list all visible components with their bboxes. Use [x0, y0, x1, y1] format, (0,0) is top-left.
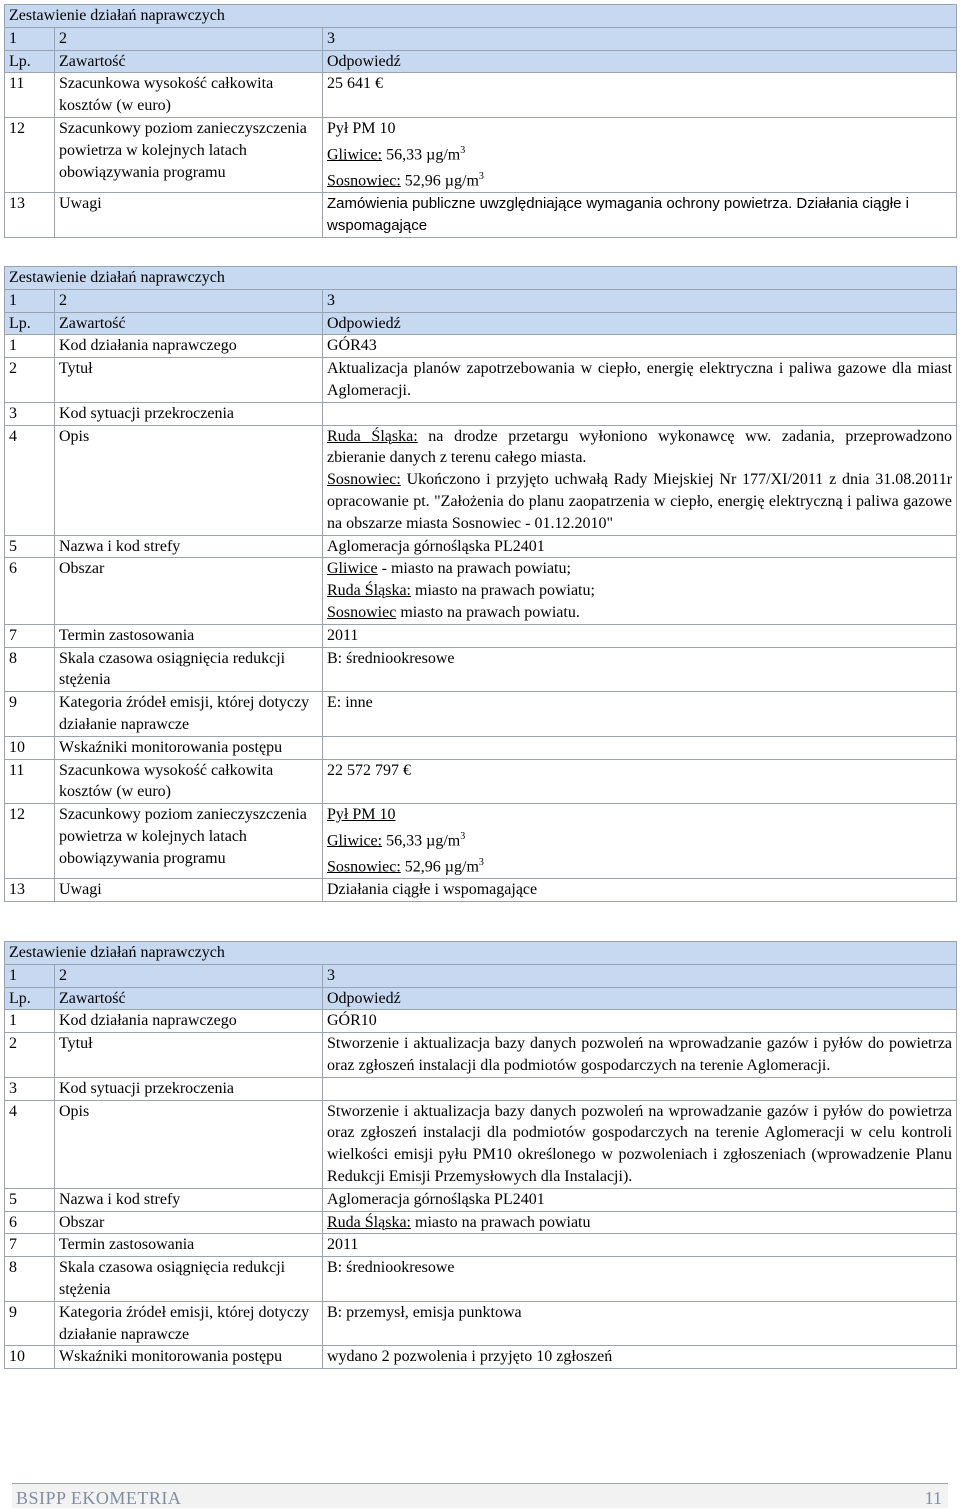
table-row [5, 193, 957, 238]
row-value: 22 572 797 € [323, 759, 957, 804]
row-number: 7 [5, 1234, 55, 1257]
row-number: 3 [5, 402, 55, 425]
table-row [5, 425, 957, 535]
row-value: 2011 [323, 624, 957, 647]
row-number: 11 [5, 759, 55, 804]
row-value: Aktualizacja planów zapotrzebowania w ciepło, energię elektryczna i paliwa gazowe dla miast Aglomeracji. [323, 358, 957, 403]
row-value: B: przemysł, emisja punktowa [323, 1301, 957, 1346]
row-value: GÓR10 [323, 1010, 957, 1033]
col-num: 2 [55, 964, 323, 987]
row-label: Termin zastosowania [55, 624, 323, 647]
city-ruda-slaska: Ruda Śląska: [327, 582, 411, 600]
row-value [323, 117, 957, 192]
row-label: Kod działania naprawczego [55, 335, 323, 358]
row-label: Tytuł [55, 358, 323, 403]
row-label: Kategoria źródeł emisji, której dotyczy działanie naprawcze [55, 1301, 323, 1346]
page-number: 11 [924, 1488, 942, 1508]
row-value: 25 641 € [323, 73, 957, 118]
row-value: wydano 2 pozwolenia i przyjęto 10 zgłoszeń [323, 1346, 957, 1369]
table-row [5, 804, 957, 879]
table-title: Zestawienie działań naprawczych [5, 267, 957, 290]
row-value: Aglomeracja górnośląska PL2401 [323, 535, 957, 558]
row-number: 12 [5, 804, 55, 879]
unit-sup: 3 [478, 857, 484, 869]
row-value: E: inne [323, 692, 957, 737]
row-value [323, 1211, 957, 1234]
row-number: 5 [5, 535, 55, 558]
row-value: Zamówienia publiczne uwzględniające wymagania ochrony powietrza. Działania ciągłe i wspomagające [323, 193, 957, 238]
description-text: na drodze przetargu wyłoniono wykonawcę ww. zadania, przeprowadzono zbieranie danych z terenu całego miasta. [327, 427, 953, 467]
pollutant-name: Pył PM 10 [327, 119, 396, 137]
table-row [5, 736, 957, 759]
row-number: 6 [5, 558, 55, 624]
col-head-odpowiedz: Odpowiedź [323, 312, 957, 335]
row-value: GÓR43 [323, 335, 957, 358]
concentration-value: 52,96 µg/m [400, 858, 479, 876]
table-row [5, 117, 957, 192]
row-label: Szacunkowy poziom zanieczyszczenia powietrza w kolejnych latach obowiązywania programu [55, 117, 323, 192]
city-sosnowiec: Sosnowiec: [327, 858, 401, 876]
col-num: 3 [323, 964, 957, 987]
unit-sup: 3 [460, 830, 466, 842]
table-title: Zestawienie działań naprawczych [5, 942, 957, 965]
row-label: Nazwa i kod strefy [55, 535, 323, 558]
col-head-zawartosc: Zawartość [55, 312, 323, 335]
row-label: Uwagi [55, 193, 323, 238]
row-label: Nazwa i kod strefy [55, 1188, 323, 1211]
city-ruda-slaska: Ruda Śląska: [327, 1213, 411, 1231]
city-gliwice: Gliwice [327, 560, 378, 578]
table-row [5, 1033, 957, 1078]
table-row [5, 1077, 957, 1100]
row-number: 9 [5, 692, 55, 737]
table-row [5, 1234, 957, 1257]
row-value: 2011 [323, 1234, 957, 1257]
table-row [5, 1100, 957, 1188]
row-number: 12 [5, 117, 55, 192]
description-text: Ukończono i przyjęto uchwałą Rady Miejskiej Nr 177/XI/2011 z dnia 31.08.2011r opracowanie pt. "Założenia do planu zaopatrzenia w ciepło, energię elektryczną i paliwa gazowe na obszarze miasta Sosnowiec - 01.12.2010" [327, 471, 953, 532]
city-sosnowiec: Sosnowiec: [327, 471, 401, 489]
unit-sup: 3 [460, 144, 466, 156]
row-number: 4 [5, 425, 55, 535]
row-value [323, 425, 957, 535]
row-value: Stworzenie i aktualizacja bazy danych pozwoleń na wprowadzanie gazów i pyłów do powietrza oraz zgłoszeń instalacji dla podmiotów gospodarczych na terenie Aglomeracji. [323, 1033, 957, 1078]
table-row [5, 535, 957, 558]
row-number: 1 [5, 1010, 55, 1033]
row-label: Skala czasowa osiągnięcia redukcji stężenia [55, 647, 323, 692]
row-number: 13 [5, 879, 55, 902]
col-head-lp: Lp. [5, 312, 55, 335]
city-sosnowiec: Sosnowiec: [327, 172, 401, 190]
row-value: B: średniookresowe [323, 1257, 957, 1302]
row-value: Działania ciągłe i wspomagające [323, 879, 957, 902]
col-head-odpowiedz: Odpowiedź [323, 50, 957, 73]
col-num: 2 [55, 289, 323, 312]
col-num: 3 [323, 27, 957, 50]
row-number: 6 [5, 1211, 55, 1234]
row-label: Szacunkowa wysokość całkowita kosztów (w euro) [55, 73, 323, 118]
table-row [5, 1211, 957, 1234]
page-footer [12, 1483, 948, 1508]
row-number: 8 [5, 1257, 55, 1302]
table-row [5, 358, 957, 403]
row-number: 9 [5, 1301, 55, 1346]
row-label: Termin zastosowania [55, 1234, 323, 1257]
col-head-zawartosc: Zawartość [55, 50, 323, 73]
city-ruda-slaska: Ruda Śląska: [327, 427, 418, 445]
row-number: 13 [5, 193, 55, 238]
table-row [5, 1188, 957, 1211]
row-value [323, 402, 957, 425]
table-row [5, 402, 957, 425]
col-head-lp: Lp. [5, 50, 55, 73]
row-label: Opis [55, 425, 323, 535]
row-label: Kategoria źródeł emisji, której dotyczy działanie naprawcze [55, 692, 323, 737]
col-head-lp: Lp. [5, 987, 55, 1010]
table-title: Zestawienie działań naprawczych [5, 5, 957, 28]
row-number: 10 [5, 1346, 55, 1369]
table-row [5, 558, 957, 624]
area-text: miasto na prawach powiatu. [396, 603, 580, 621]
city-sosnowiec: Sosnowiec [327, 603, 397, 621]
table-row [5, 335, 957, 358]
table-row [5, 879, 957, 902]
table-row [5, 647, 957, 692]
row-label: Kod działania naprawczego [55, 1010, 323, 1033]
col-num: 1 [5, 964, 55, 987]
row-value [323, 736, 957, 759]
row-label: Tytuł [55, 1033, 323, 1078]
table-row [5, 1257, 957, 1302]
row-value: Aglomeracja górnośląska PL2401 [323, 1188, 957, 1211]
col-head-zawartosc: Zawartość [55, 987, 323, 1010]
row-label: Uwagi [55, 879, 323, 902]
col-num: 3 [323, 289, 957, 312]
row-number: 4 [5, 1100, 55, 1188]
city-gliwice: Gliwice: [327, 146, 383, 164]
row-number: 7 [5, 624, 55, 647]
col-head-odpowiedz: Odpowiedź [323, 987, 957, 1010]
row-label: Opis [55, 1100, 323, 1188]
row-number: 8 [5, 647, 55, 692]
row-label: Kod sytuacji przekroczenia [55, 1077, 323, 1100]
table-row [5, 1346, 957, 1369]
concentration-value: 56,33 µg/m [382, 832, 461, 850]
col-num: 2 [55, 27, 323, 50]
row-label: Szacunkowy poziom zanieczyszczenia powietrza w kolejnych latach obowiązywania programu [55, 804, 323, 879]
unit-sup: 3 [478, 170, 484, 182]
pollutant-name: Pył PM 10 [327, 806, 396, 824]
city-gliwice: Gliwice: [327, 832, 383, 850]
row-label: Wskaźniki monitorowania postępu [55, 1346, 323, 1369]
row-number: 1 [5, 335, 55, 358]
row-number: 5 [5, 1188, 55, 1211]
table-row [5, 692, 957, 737]
table-row [5, 73, 957, 118]
actions-table-3 [4, 941, 957, 1369]
actions-table-2 [4, 266, 957, 902]
row-number: 2 [5, 358, 55, 403]
row-label: Wskaźniki monitorowania postępu [55, 736, 323, 759]
row-number: 3 [5, 1077, 55, 1100]
table-row [5, 1010, 957, 1033]
row-label: Skala czasowa osiągnięcia redukcji stężenia [55, 1257, 323, 1302]
row-label: Szacunkowa wysokość całkowita kosztów (w euro) [55, 759, 323, 804]
table-row [5, 624, 957, 647]
area-text: miasto na prawach powiatu; [411, 582, 595, 600]
area-text: miasto na prawach powiatu [411, 1213, 591, 1231]
row-value [323, 804, 957, 879]
row-value: Stworzenie i aktualizacja bazy danych pozwoleń na wprowadzanie gazów i pyłów do powietrza oraz zgłoszeń instalacji dla podmiotów gospodarczych na terenie Aglomeracji w celu kontroli wielkości emisji pyłu PM10 określonego w pozwoleniach i zgłoszeniach (wprowadzenie Planu Redukcji Emisji Przemysłowych dla Instalacji). [323, 1100, 957, 1188]
table-row [5, 759, 957, 804]
row-label: Obszar [55, 558, 323, 624]
row-value: B: średniookresowe [323, 647, 957, 692]
row-number: 11 [5, 73, 55, 118]
actions-table-1 [4, 4, 957, 238]
concentration-value: 52,96 µg/m [400, 172, 479, 190]
table-row [5, 1301, 957, 1346]
row-label: Kod sytuacji przekroczenia [55, 402, 323, 425]
col-num: 1 [5, 289, 55, 312]
row-label: Obszar [55, 1211, 323, 1234]
row-number: 2 [5, 1033, 55, 1078]
footer-company: BSIPP EKOMETRIA [16, 1488, 182, 1508]
concentration-value: 56,33 µg/m [382, 146, 461, 164]
col-num: 1 [5, 27, 55, 50]
row-number: 10 [5, 736, 55, 759]
row-value [323, 1077, 957, 1100]
row-value [323, 558, 957, 624]
area-text: - miasto na prawach powiatu; [377, 560, 571, 578]
